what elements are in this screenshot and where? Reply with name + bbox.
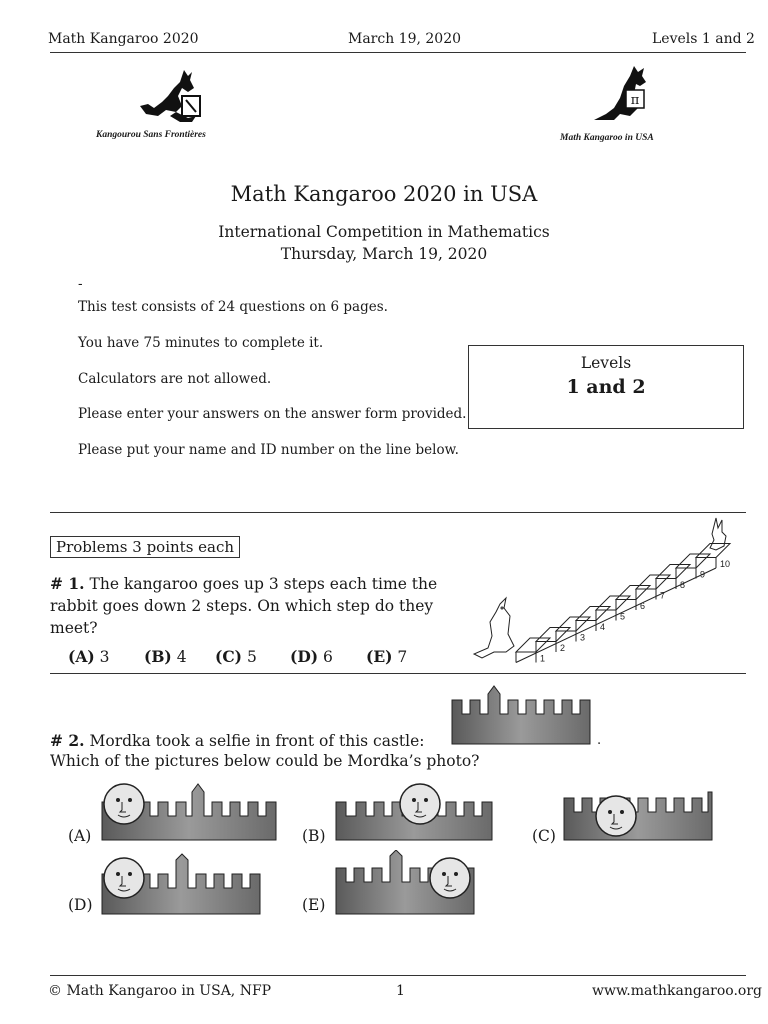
footer-rule xyxy=(50,975,746,976)
footer-left: © Math Kangaroo in USA, NFP xyxy=(48,983,272,999)
face-icon xyxy=(104,784,144,824)
left-logo-caption: Kangourou Sans Frontières xyxy=(96,130,206,140)
levels-box xyxy=(468,345,744,429)
q2-option-b-image[interactable] xyxy=(334,780,500,842)
rabbit-icon xyxy=(710,518,726,550)
q1-text: The kangaroo goes up 3 steps each time the xyxy=(89,575,438,593)
q2-number: # 2. xyxy=(50,731,85,750)
subtitle-competition: International Competition in Mathematics xyxy=(218,223,550,241)
stair-base xyxy=(516,568,716,663)
page-number: 1 xyxy=(396,983,405,999)
q2-option-d-image[interactable] xyxy=(100,852,276,916)
instruction-item: Please put your name and ID number on the line below. xyxy=(78,442,459,458)
q1-line3: meet? xyxy=(50,619,98,637)
step-number: 4 xyxy=(600,622,606,632)
instruction-item: Calculators are not allowed. xyxy=(78,371,272,387)
section-label: Problems 3 points each xyxy=(50,536,240,558)
q2-line2: Which of the pictures below could be Mordka’s photo? xyxy=(50,752,480,770)
step-number: 9 xyxy=(700,569,706,580)
q1-choice-c[interactable]: (C) 5 xyxy=(215,647,257,666)
q2-option-d-label[interactable]: (D) xyxy=(68,896,93,914)
castle-reference xyxy=(450,684,602,746)
step-number: 3 xyxy=(580,632,586,643)
face-icon xyxy=(430,858,470,898)
math-kangaroo-usa-logo xyxy=(590,64,654,126)
kangourou-logo xyxy=(136,66,210,130)
step-number: 7 xyxy=(660,590,666,601)
step-number: 8 xyxy=(680,580,686,590)
q1-choice-a[interactable]: (A) 3 xyxy=(68,647,110,666)
page-title: Math Kangaroo 2020 in USA xyxy=(230,182,538,206)
kangaroo-icon xyxy=(474,598,514,658)
q2-option-e-image[interactable] xyxy=(334,850,480,916)
q1-line1 xyxy=(50,574,437,593)
q2-option-a-label[interactable]: (A) xyxy=(68,827,92,845)
q2-option-a-image[interactable] xyxy=(100,780,286,842)
header-right: Levels 1 and 2 xyxy=(652,31,755,47)
step-number: 1 xyxy=(540,653,546,664)
q2-line1 xyxy=(50,731,425,750)
right-logo-caption: Math Kangaroo in USA xyxy=(560,133,654,143)
q1-number: # 1. xyxy=(50,574,85,593)
instruction-dash: - xyxy=(78,276,83,292)
q1-choice-b[interactable]: (B) 4 xyxy=(144,647,187,666)
levels-value: 1 and 2 xyxy=(566,376,646,398)
staircase-illustration xyxy=(470,512,746,668)
instruction-item: This test consists of 24 questions on 6 pages. xyxy=(78,299,388,315)
header-center: March 19, 2020 xyxy=(348,31,462,47)
header-left: Math Kangaroo 2020 xyxy=(48,31,199,47)
q1-line2: rabbit goes down 2 steps. On which step do they xyxy=(50,597,434,615)
instruction-item: You have 75 minutes to complete it. xyxy=(78,335,324,351)
face-icon xyxy=(400,784,440,824)
q2-option-c-image[interactable] xyxy=(562,790,716,842)
q1-rule xyxy=(50,673,746,674)
header-rule xyxy=(50,52,746,53)
instruction-item: Please enter your answers on the answer form provided. xyxy=(78,406,467,422)
q2-option-c-label[interactable]: (C) xyxy=(532,827,556,845)
q2-option-b-label[interactable]: (B) xyxy=(302,827,326,845)
q2-text: Mordka took a selfie in front of this castle: xyxy=(89,732,425,750)
q1-choice-e[interactable]: (E) 7 xyxy=(366,647,408,666)
step-number: 2 xyxy=(560,643,566,653)
q2-period: . xyxy=(597,733,602,746)
face-icon xyxy=(104,858,144,898)
footer-url[interactable]: www.mathkangaroo.org xyxy=(592,983,762,999)
svg-text:π: π xyxy=(630,93,640,108)
step-number: 10 xyxy=(720,559,731,569)
step-number: 6 xyxy=(640,601,646,611)
step-number: 5 xyxy=(620,611,626,622)
q1-choice-d[interactable]: (D) 6 xyxy=(290,647,333,666)
levels-label: Levels xyxy=(580,354,632,372)
subtitle-date: Thursday, March 19, 2020 xyxy=(280,245,488,263)
face-icon xyxy=(596,796,636,836)
q2-option-e-label[interactable]: (E) xyxy=(302,896,326,914)
